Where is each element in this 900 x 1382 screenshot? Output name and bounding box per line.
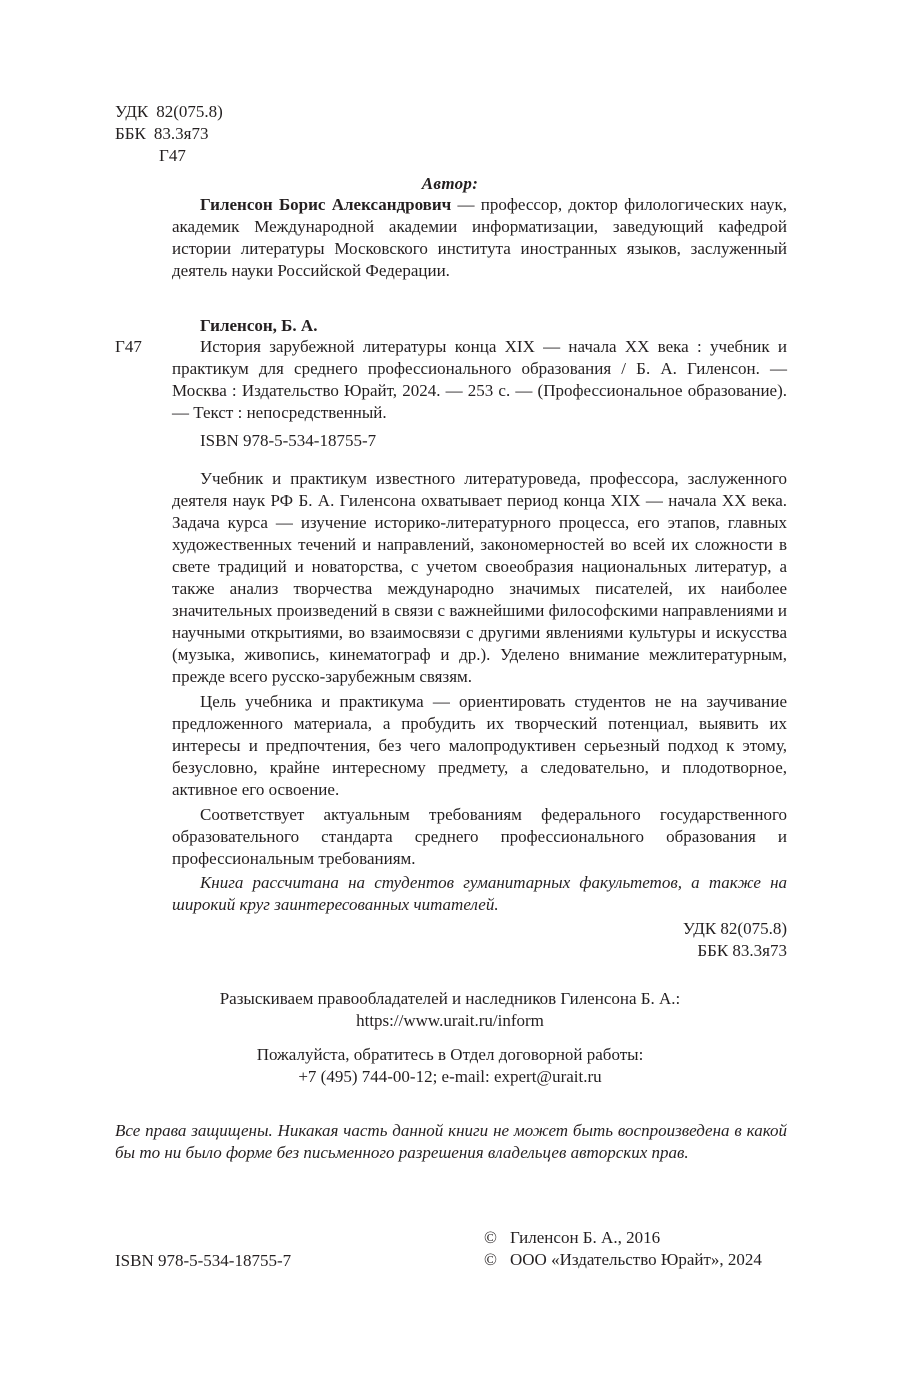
bbk-label: ББК bbox=[115, 124, 146, 143]
copyright-line-2 bbox=[484, 1249, 762, 1271]
annotation-paragraph-2: Цель учебника и практикума — ориентировать студентов не на заучивание предложенного материала, а пробудить их творческий потенциал, выявить их интересы и предпочтения, без чего малопродуктивен серьезный подход к этому, безусловно, крайне интересному предмету, а следовательно, и плодотворное, активное его освоение. bbox=[172, 692, 787, 799]
codes-right-bbk: ББК 83.3я73 bbox=[697, 941, 787, 960]
annotation bbox=[172, 468, 787, 916]
bib-isbn: ISBN 978-5-534-18755-7 bbox=[200, 431, 377, 450]
bib-author-heading: Гиленсон, Б. А. bbox=[200, 316, 318, 335]
author-mark: Г47 bbox=[159, 146, 186, 165]
author-bio-first: — профессор, доктор филологических bbox=[451, 195, 744, 214]
bib-description-text: История зарубежной литературы конца XIX — начала XX века : учебник и практикум для среднего профессионального образования / Б. А. Гиленсон. — Москва : Издательство Юрайт, 2024. — 253 с. — (Профессиональное образование). — Текст : непосредственный. bbox=[172, 337, 787, 422]
bbk-value: 83.3я73 bbox=[153, 124, 209, 143]
annotation-paragraph-1: Учебник и практикум известного литературоведа, профессора, заслуженного деятеля наук РФ Б. А. Гиленсона охватывает период конца XIX — начала XX века. Задача курса — изучение историко-литературного процесса, его этапов, главных художественных течений и направлений, закономерностей во всей их сложности в свете традиций и новаторства, с учетом своеобразия национальных литератур, а также анализ творчества международно значимых писателей, их наиболее значительных произведений в связи с важнейшими философскими направлениями и научными открытиями, во взаимосвязи с другими явлениями культуры и искусства (музыка, живопись, кинематограф и др.). Уделено внимание межлитературным, прежде всего русско-зарубежным связям. bbox=[172, 469, 787, 686]
udk-label: УДК bbox=[115, 102, 149, 121]
rights-notice: Все права защищены. Никакая часть данной книги не может быть воспроизведена в какой бы то ни было форме без письменного разрешения владельцев авторских прав. bbox=[115, 1121, 787, 1162]
bib-description bbox=[172, 336, 787, 424]
udk-value: 82(075.8) bbox=[156, 102, 223, 121]
author-heading: Автор: bbox=[421, 174, 479, 193]
author-name: Гиленсон Борис Александрович bbox=[200, 195, 452, 214]
copyright-line-1 bbox=[484, 1227, 762, 1249]
copyright-text-1: Гиленсон Б. А., 2016 bbox=[510, 1228, 661, 1247]
author-mark-line bbox=[115, 145, 223, 167]
contacts-line-2: https://www.urait.ru/inform bbox=[356, 1011, 544, 1030]
codes-right bbox=[172, 918, 787, 962]
contacts-line-3: Пожалуйста, обратитесь в Отдел договорной работы: bbox=[256, 1045, 644, 1064]
contacts bbox=[0, 988, 900, 1088]
codes-right-udk: УДК 82(075.8) bbox=[682, 919, 787, 938]
copyright-text-2: ООО «Издательство Юрайт», 2024 bbox=[510, 1250, 762, 1269]
footer-isbn: ISBN 978-5-534-18755-7 bbox=[115, 1251, 292, 1270]
bbk-line bbox=[115, 123, 223, 145]
annotation-paragraph-4: Книга рассчитана на студентов гуманитарных факультетов, а также на широкий круг заинтересованных читателей. bbox=[172, 873, 787, 914]
copyright-symbol: © bbox=[484, 1228, 497, 1247]
annotation-paragraph-3: Соответствует актуальным требованиям федерального государственного образовательного стандарта среднего профессионального образования и профессиональным требованиям. bbox=[172, 805, 787, 868]
bib-mark: Г47 bbox=[115, 337, 142, 356]
contacts-line-4: +7 (495) 744-00-12; e-mail: expert@urait.ru bbox=[298, 1067, 602, 1086]
contacts-line-1: Разыскиваем правообладателей и наследников Гиленсона Б. А.: bbox=[219, 989, 681, 1008]
udk-line bbox=[115, 101, 223, 123]
author-bio-rest: наук, академик Международной академии информатизации, заведующий кафедрой истории литературы Московского института иностранных языков, заслуженный деятель науки Российской Федерации. bbox=[172, 195, 787, 280]
author-bio bbox=[172, 194, 787, 282]
copyright-symbol: © bbox=[484, 1250, 497, 1269]
classification-block bbox=[115, 101, 223, 167]
copyright-block bbox=[484, 1227, 762, 1271]
